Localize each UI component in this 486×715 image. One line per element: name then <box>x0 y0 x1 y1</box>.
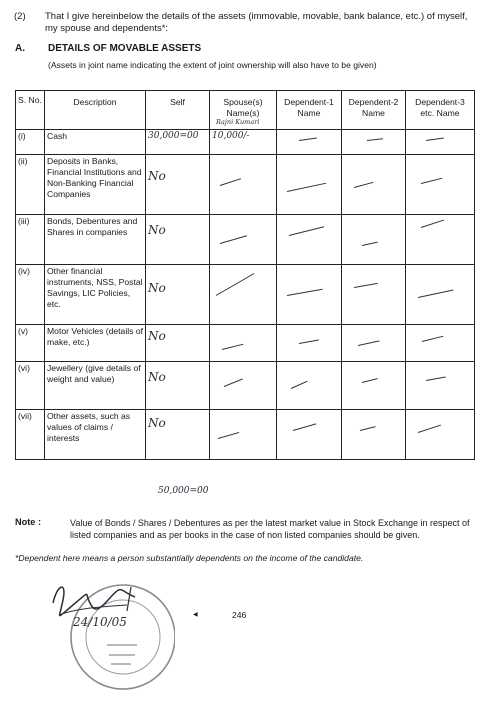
table-row <box>16 325 475 362</box>
header-spouse-label: Spouse(s) Name(s) <box>223 97 263 118</box>
row-dep2 <box>342 130 406 155</box>
row-description: Motor Vehicles (details of make, etc.) <box>45 325 146 362</box>
note-label: Note : <box>15 517 42 527</box>
row-dep1 <box>277 362 342 410</box>
row-dep2 <box>342 362 406 410</box>
row-dep3 <box>406 325 475 362</box>
movable-assets-table <box>15 90 475 460</box>
row-dep3 <box>406 215 475 265</box>
table-row <box>16 155 475 215</box>
table-row <box>16 215 475 265</box>
row-spouse <box>210 265 277 325</box>
section-subtitle: (Assets in joint name indicating the extent of joint ownership will also have to be given) <box>48 60 377 70</box>
signature-date: 24/10/05 <box>73 615 127 629</box>
row-self-value: 30,000=00 <box>146 130 210 155</box>
spouse-name-handwritten: Rajni Kumari <box>216 118 260 126</box>
row-sno: (iv) <box>16 265 45 325</box>
header-sno: S. No. <box>16 91 45 130</box>
row-dep3 <box>406 410 475 460</box>
row-sno: (ii) <box>16 155 45 215</box>
row-dep3 <box>406 362 475 410</box>
row-dep1 <box>277 130 342 155</box>
row-dep2 <box>342 155 406 215</box>
row-dep2 <box>342 215 406 265</box>
row-dep3 <box>406 155 475 215</box>
row-description: Other financial instruments, NSS, Postal Savings, LIC Policies, etc. <box>45 265 146 325</box>
row-dep1 <box>277 155 342 215</box>
row-description: Jewellery (give details of weight and value) <box>45 362 146 410</box>
row-sno: (iii) <box>16 215 45 265</box>
table-row <box>16 410 475 460</box>
row-dep1 <box>277 215 342 265</box>
row-spouse <box>210 155 277 215</box>
notary-stamp-icon <box>71 585 175 689</box>
note-text: Value of Bonds / Shares / Debentures as per the latest market value in Stock Exchange in respect of listed companies and as per books in the case of non listed companies should be given. <box>70 518 470 540</box>
header-self: Self <box>146 91 210 130</box>
table-row <box>16 265 475 325</box>
row-spouse <box>210 325 277 362</box>
page-number: 246 <box>232 610 247 620</box>
footnote: *Dependent here means a person substantially dependents on the income of the candidate. <box>15 553 364 563</box>
row-spouse-value: 10,000/- <box>210 130 277 155</box>
header-spouse <box>210 91 277 130</box>
intro-text: That I give hereinbelow the details of the assets (immovable, movable, bank balance, etc.) of myself, my spouse and dependents*: <box>45 11 468 34</box>
section-title: DETAILS OF MOVABLE ASSETS <box>48 43 202 54</box>
row-self-value: No <box>146 155 210 215</box>
row-spouse <box>210 410 277 460</box>
row-self-value: No <box>146 325 210 362</box>
notary-seal-and-signature <box>45 575 175 705</box>
row-self-value: No <box>146 362 210 410</box>
row-description: Deposits in Banks, Financial Institutions and Non-Banking Financial Companies <box>45 155 146 215</box>
row-self-value: No <box>146 265 210 325</box>
marker-icon: ◀ <box>193 612 198 618</box>
header-description: Description <box>45 91 146 130</box>
row-dep1 <box>277 410 342 460</box>
row-dep2 <box>342 265 406 325</box>
table-row <box>16 362 475 410</box>
header-dependent-1: Dependent-1 Name <box>277 91 342 130</box>
row-description: Cash <box>45 130 146 155</box>
row-sno: (i) <box>16 130 45 155</box>
row-dep3 <box>406 130 475 155</box>
row-dep2 <box>342 410 406 460</box>
row-sno: (v) <box>16 325 45 362</box>
row-self-value: No <box>146 215 210 265</box>
row-dep1 <box>277 265 342 325</box>
total-handwritten: 50,000=00 <box>158 486 209 496</box>
paragraph-number: (2) <box>14 11 26 22</box>
row-description: Other assets, such as values of claims / interests <box>45 410 146 460</box>
table-header-row <box>16 91 475 130</box>
row-sno: (vi) <box>16 362 45 410</box>
signature-icon <box>53 587 135 616</box>
row-spouse <box>210 215 277 265</box>
row-description: Bonds, Debentures and Shares in companies <box>45 215 146 265</box>
section-letter: A. <box>15 43 25 54</box>
header-dependent-2: Dependent-2 Name <box>342 91 406 130</box>
table-row <box>16 130 475 155</box>
row-self-value: No <box>146 410 210 460</box>
row-dep3 <box>406 265 475 325</box>
row-spouse <box>210 362 277 410</box>
row-dep2 <box>342 325 406 362</box>
row-sno: (vii) <box>16 410 45 460</box>
row-dep1 <box>277 325 342 362</box>
header-dependent-3: Dependent-3 etc. Name <box>406 91 475 130</box>
